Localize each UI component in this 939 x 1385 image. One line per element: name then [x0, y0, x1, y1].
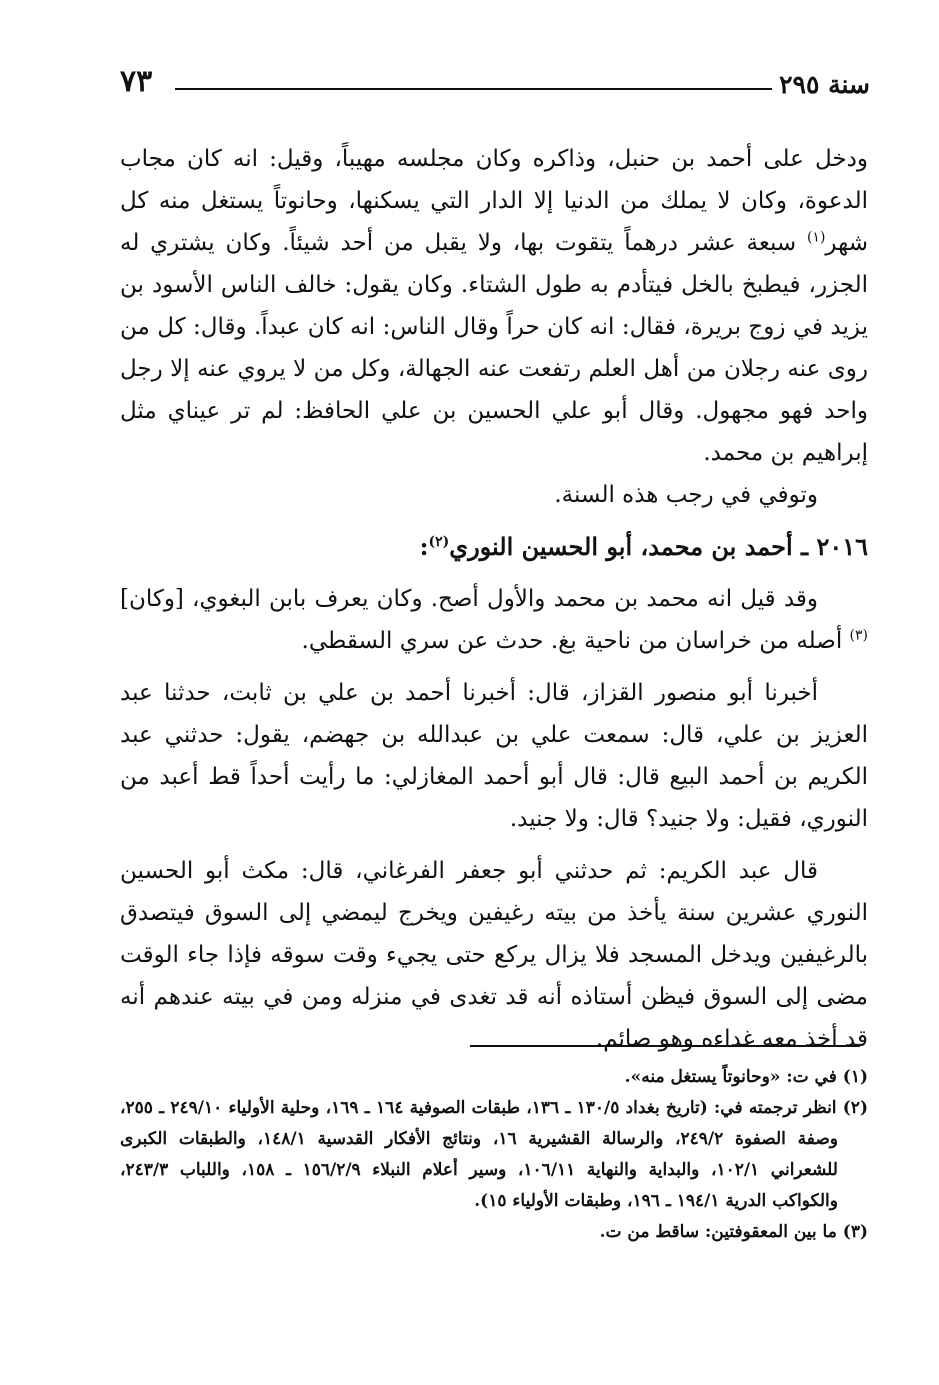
- paragraph-1-continuation: سبعة عشر درهماً يتقوت بها، ولا يقبل من أحد شيئاً. وكان يشتري له الجزر، فيطبخ بالخل فيتأدم به طول الشتاء. وكان يقول: خالف الناس الأسود بن يزيد في زوج بريرة، فقال: انه كان حراً وقال الناس: انه كان عبداً. وقال: كل من روى عنه رجلان من أهل العلم رتفعت عنه الجهالة، وكل من لا يروي عنه إلا رجل واحد فهو مجهول. وقال أبو علي الحسين بن علي الحافظ: لم تر عيناي مثل إبراهيم بن محمد.: [120, 230, 868, 466]
- page-number: ٧٣: [120, 64, 153, 99]
- running-header: [120, 64, 870, 104]
- main-text: [120, 138, 868, 1060]
- paragraph-4: أخبرنا أبو منصور القزاز، قال: أخبرنا أحمد بن علي بن ثابت، حدثنا عبد العزيز بن علي، قال: سمعت علي بن عبدالله بن جهضم، يقول: حدثني عبد الكريم بن أحمد البيع قال: قال أبو أحمد المغازلي: ما رأيت أحداً قط أعبد من النوري، فقيل: ولا جنيد؟ قال: ولا جنيد.: [120, 680, 868, 832]
- footnotes: [120, 1062, 868, 1248]
- paragraph-3-continuation: أصله من خراسان من ناحية بغ. حدث عن سري السقطي.: [301, 628, 850, 654]
- entry-heading: [120, 526, 868, 568]
- footnote-ref-1: (١): [806, 229, 826, 246]
- header-rule: [175, 88, 772, 90]
- header-year-label: سنة ٢٩٥: [779, 70, 870, 99]
- paragraph-1: [120, 138, 868, 474]
- footnote-ref-2: (٢): [428, 534, 450, 550]
- footnote-1: (١) في ت: «وحانوتاً يستغل منه».: [624, 1067, 868, 1087]
- entry-heading-colon: :: [419, 532, 429, 561]
- paragraph-5: قال عبد الكريم: ثم حدثني أبو جعفر الفرغاني، قال: مكث أبو الحسين النوري عشرين سنة يأخذ من بيته رغيفين ويخرج ليمضي إلى السوق فيتصدق بالرغيفين ويدخل المسجد فلا يزال يركع حتى يجيء وقت سوقه فإذا جاء الوقت مضى إلى السوق فيظن أستاذه أنه قد تغدى في منزله ومن في بيته عندهم أنه قد أخذ معه غداءه وهو صائم.: [120, 858, 868, 1052]
- footnote-2: (٢) انظر ترجمته في: (تاريخ بغداد ١٣٠/٥ ـ ١٣٦، طبقات الصوفية ١٦٤ ـ ١٦٩، وحلية الأولياء ٢٤٩/١٠ ـ ٢٥٥، وصفة الصفوة ٢٤٩/٢، والرسالة القشيرية ١٦، ونتائج الأفكار القدسية ١٤٨/١، والطبقات الكبرى للشعراني ١٠٢/١، والبداية والنهاية ١٠٦/١١، وسير أعلام النبلاء ١٥٦/٢/٩ ـ ١٥٨، واللباب ٢٤٣/٣، والكواكب الدرية ١٩٤/١ ـ ١٩٦، وطبقات الأولياء ١٥).: [120, 1098, 868, 1211]
- entry-heading-text: ٢٠١٦ ـ أحمد بن محمد، أبو الحسين النوري: [449, 532, 868, 561]
- paragraph-3-text: وقد قيل انه محمد بن محمد والأول أصح. وكان يعرف بابن البغوي، [وكان]: [120, 586, 818, 612]
- footnote-ref-3: (٣): [849, 627, 868, 644]
- footnote-separator: [470, 1045, 860, 1047]
- paragraph-3: [120, 578, 868, 662]
- paragraph-1-text: ودخل على أحمد بن حنبل، وذاكره وكان مجلسه مهيباً، وقيل: انه كان مجاب الدعوة، وكان لا يملك من الدنيا إلا الدار التي يسكنها، وحانوتاً يستغل منه كل شهر: [120, 146, 868, 256]
- footnote-3: (٣) ما بين المعقوفتين: ساقط من ت.: [599, 1222, 868, 1242]
- paragraph-2: وتوفي في رجب هذه السنة.: [554, 482, 818, 508]
